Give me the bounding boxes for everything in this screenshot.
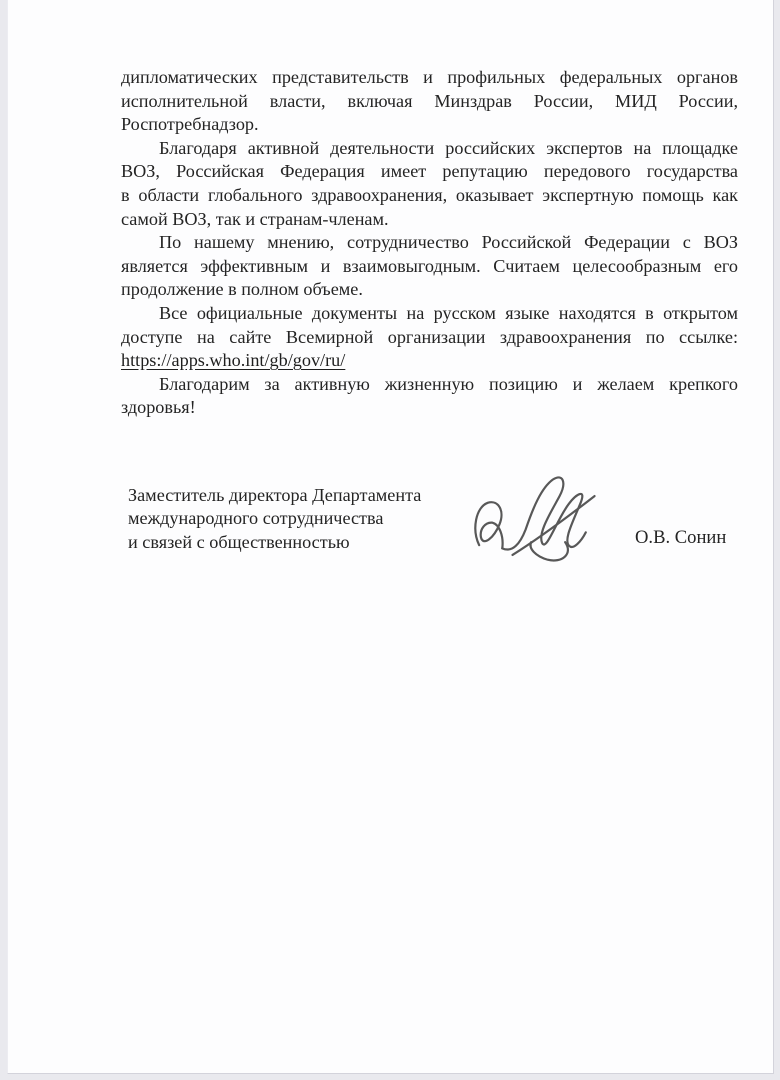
text-line: самой ВОЗ, так и странам-членам. [121, 208, 389, 229]
text-line: доступе на сайте Всемирной организации здравоохранения по ссылке: [121, 326, 738, 347]
paragraph [121, 302, 738, 373]
text-line: Благодарим за активную жизненную позицию и желаем крепкого [159, 373, 738, 394]
text-line: дипломатических представительств и профильных федеральных органов [121, 67, 738, 87]
text-line [121, 349, 738, 373]
text-line: является эффективным и взаимовыгодным. Считаем целесообразным его [121, 255, 738, 276]
text-line: ВОЗ, Российская Федерация имеет репутацию передового государства [121, 161, 738, 182]
document-page [7, 0, 774, 1074]
text-line: здоровья! [121, 397, 196, 418]
text-line: продолжение в полном объеме. [121, 279, 363, 300]
signature-title-line: международного сотрудничества [128, 508, 384, 529]
document-link[interactable]: https://apps.who.int/gb/gov/ru/ [121, 350, 346, 371]
text-line: Благодаря активной деятельности российских экспертов на площадке [159, 137, 738, 158]
text-line: Все официальные документы на русском языке находятся в открытом [159, 302, 738, 323]
text-line: По нашему мнению, сотрудничество Российской Федерации с ВОЗ [159, 232, 738, 253]
signature-block [128, 484, 488, 554]
signature-title-line: Заместитель директора Департамента [128, 485, 422, 505]
paragraph [121, 137, 738, 231]
signature-title-line: и связей с общественностью [128, 531, 350, 552]
body-text [121, 66, 738, 420]
signer-name: О.В. Сонин [635, 527, 727, 548]
text-line: в области глобального здравоохранения, оказывает экспертную помощь как [121, 184, 738, 205]
text-line: исполнительной власти, включая Минздрав России, МИД России, [121, 90, 738, 111]
handwritten-signature-icon [465, 453, 614, 570]
paragraph [121, 231, 738, 302]
paragraph [121, 373, 738, 420]
paragraph [121, 66, 738, 137]
text-line: Роспотребнадзор. [121, 114, 259, 135]
